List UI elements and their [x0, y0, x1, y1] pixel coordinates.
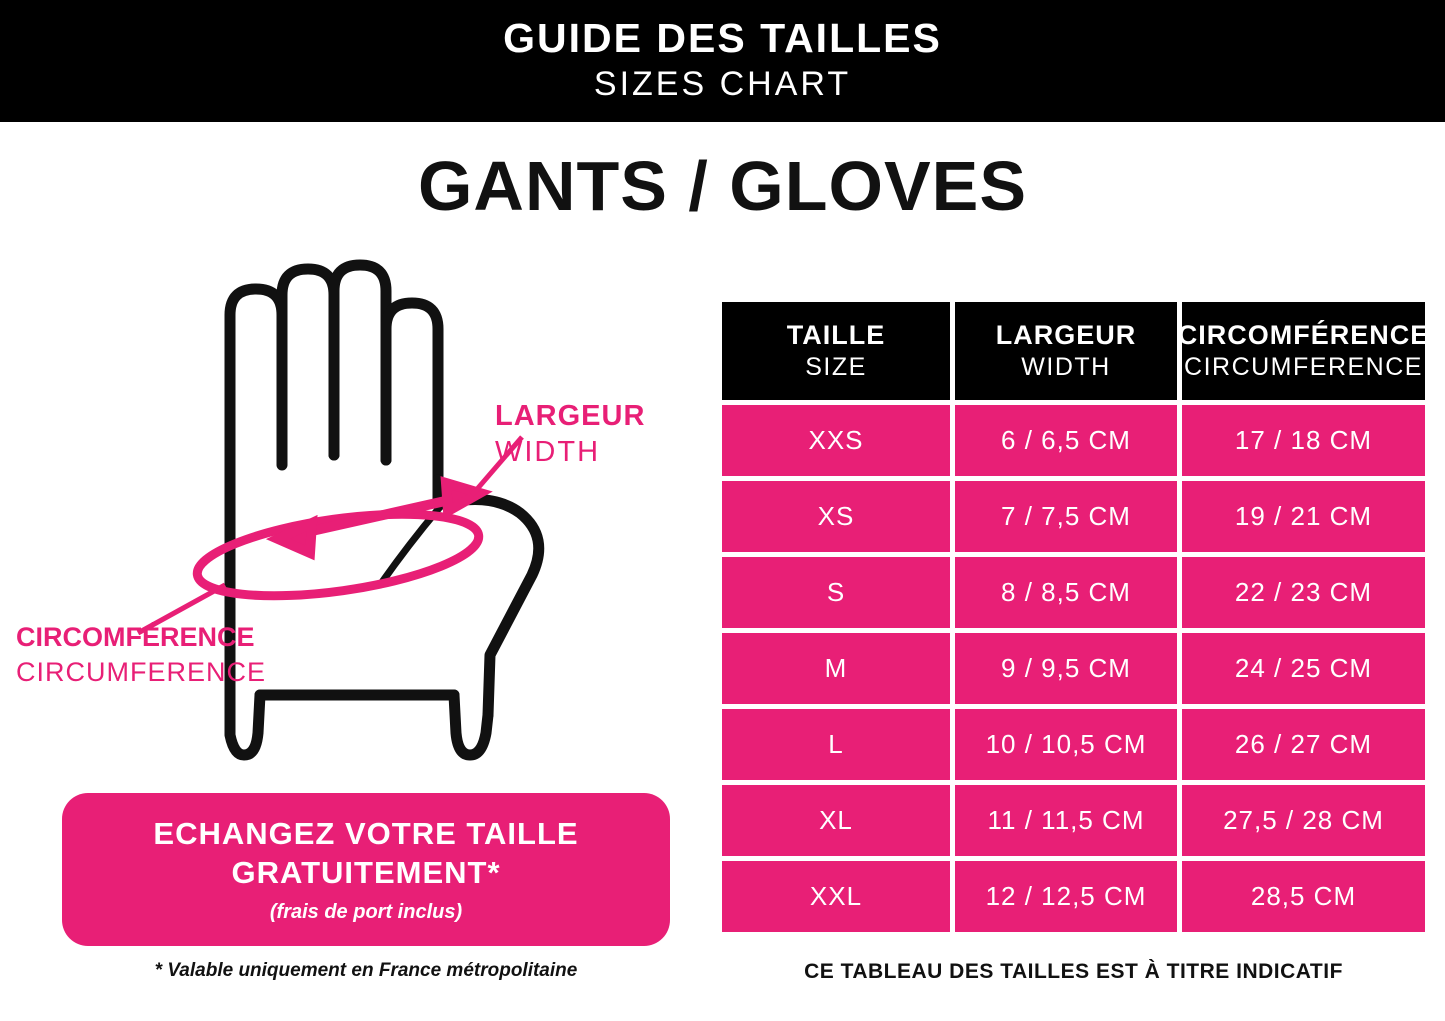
cell-width: 8 / 8,5 CM — [955, 557, 1177, 628]
cell-width: 12 / 12,5 CM — [955, 861, 1177, 932]
hand-illustration — [20, 255, 710, 775]
cell-size: S — [722, 557, 950, 628]
cell-width: 7 / 7,5 CM — [955, 481, 1177, 552]
table-header-size-en: SIZE — [805, 352, 867, 381]
exchange-promo-box — [62, 793, 670, 946]
cell-size: M — [722, 633, 950, 704]
cell-circumference: 22 / 23 CM — [1182, 557, 1425, 628]
table-header-width — [955, 302, 1177, 400]
header-title: GUIDE DES TAILLES — [503, 15, 942, 62]
table-row — [722, 633, 1425, 704]
cell-size: L — [722, 709, 950, 780]
cell-width: 9 / 9,5 CM — [955, 633, 1177, 704]
cell-circumference: 28,5 CM — [1182, 861, 1425, 932]
circumference-annotation — [16, 620, 266, 690]
header-band — [0, 0, 1445, 122]
width-annotation-en: WIDTH — [495, 436, 601, 469]
table-row — [722, 481, 1425, 552]
header-subtitle: SIZES CHART — [593, 65, 852, 104]
table-row — [722, 405, 1425, 476]
table-row — [722, 861, 1425, 932]
circumference-annotation-en: CIRCUMFERENCE — [16, 657, 267, 688]
table-header-circumference-fr: CIRCOMFÉRENCE — [1177, 320, 1430, 351]
cell-circumference: 17 / 18 CM — [1182, 405, 1425, 476]
table-header-size-fr: TAILLE — [786, 320, 886, 351]
cell-size: XXS — [722, 405, 950, 476]
cell-circumference: 24 / 25 CM — [1182, 633, 1425, 704]
page-title: GANTS / GLOVES — [417, 147, 1028, 225]
sizes-table — [722, 302, 1430, 937]
cell-width: 10 / 10,5 CM — [955, 709, 1177, 780]
table-row — [722, 785, 1425, 856]
circumference-annotation-fr: CIRCOMFÉRENCE — [16, 622, 255, 652]
table-header-circumference — [1177, 302, 1430, 400]
cell-size: XS — [722, 481, 950, 552]
cell-width: 11 / 11,5 CM — [955, 785, 1177, 856]
cell-width: 6 / 6,5 CM — [955, 405, 1177, 476]
promo-headline: ECHANGEZ VOTRE TAILLE GRATUITEMENT* — [153, 816, 579, 890]
table-body — [722, 405, 1425, 932]
table-header-size — [722, 302, 950, 400]
table-row — [722, 557, 1425, 628]
promo-subtext: (frais de port inclus) — [269, 900, 463, 923]
width-annotation-fr: LARGEUR — [495, 400, 646, 432]
cell-size: XXL — [722, 861, 950, 932]
cell-circumference: 19 / 21 CM — [1182, 481, 1425, 552]
table-header-circumference-en: CIRCUMFERENCE — [1184, 352, 1423, 381]
cell-circumference: 26 / 27 CM — [1182, 709, 1425, 780]
table-header-width-en: WIDTH — [1021, 352, 1111, 381]
table-disclaimer: CE TABLEAU DES TAILLES EST À TITRE INDICATIF — [804, 960, 1343, 983]
promo-footnote: * Valable uniquement en France métropolitaine — [154, 960, 578, 981]
cell-circumference: 27,5 / 28 CM — [1182, 785, 1425, 856]
table-row — [722, 709, 1425, 780]
table-header-width-fr: LARGEUR — [995, 320, 1137, 351]
table-header-row — [722, 302, 1430, 400]
width-annotation — [495, 398, 645, 471]
cell-size: XL — [722, 785, 950, 856]
